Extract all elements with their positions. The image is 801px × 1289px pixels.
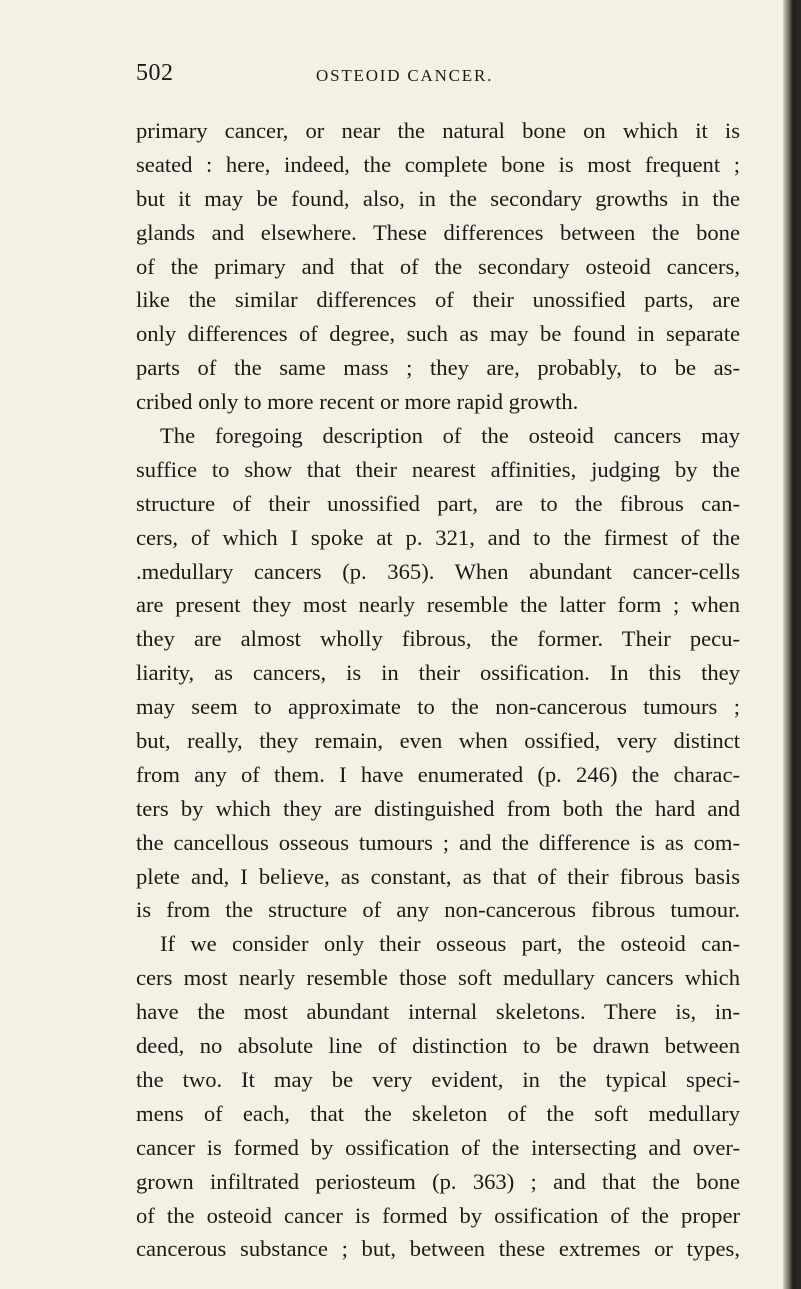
- page-number: 502: [136, 60, 174, 86]
- page-binding-edge: [783, 0, 801, 1289]
- text-line: of the primary and that of the secondary osteoid cancers,: [136, 253, 740, 279]
- text-line: grown infiltrated periosteum (p. 363) ; and that the bone: [136, 1168, 740, 1194]
- text-line: The foregoing description of the osteoid cancers may: [160, 423, 740, 449]
- text-line: of the osteoid cancer is formed by ossification of the proper: [136, 1202, 740, 1228]
- text-line: cribed only to more recent or more rapid growth.: [136, 389, 579, 415]
- text-line: structure of their unossified part, are to the fibrous can-: [136, 490, 740, 516]
- text-line: ters by which they are distinguished from both the hard and: [136, 795, 740, 821]
- text-line: the cancellous osseous tumours ; and the difference is as com-: [136, 829, 740, 855]
- text-line: primary cancer, or near the natural bone on which it is: [136, 118, 740, 143]
- text-line: glands and elsewhere. These differences between the bone: [136, 219, 740, 245]
- text-line: cers most nearly resemble those soft medullary cancers which: [136, 965, 740, 991]
- text-line: parts of the same mass ; they are, probably, to be as-: [136, 355, 740, 381]
- chapter-title: OSTEOID CANCER.: [316, 66, 494, 85]
- text-line: they are almost wholly fibrous, the former. Their pecu-: [136, 626, 740, 652]
- text-line: is from the structure of any non-cancerous fibrous tumour.: [136, 897, 740, 923]
- text-line: plete and, I believe, as constant, as that of their fibrous basis: [136, 863, 740, 889]
- text-line: deed, no absolute line of distinction to be drawn between: [136, 1033, 740, 1059]
- text-line: like the similar differences of their unossified parts, are: [136, 287, 740, 313]
- text-line: but, really, they remain, even when ossified, very distinct: [136, 728, 740, 754]
- text-line: only differences of degree, such as may be found in separate: [136, 321, 740, 347]
- text-line: may seem to approximate to the non-cancerous tumours ;: [136, 694, 740, 720]
- text-line: suffice to show that their nearest affinities, judging by the: [136, 456, 740, 482]
- running-head: [136, 60, 756, 90]
- body-text: [136, 114, 740, 1266]
- text-line: If we consider only their osseous part, the osteoid can-: [160, 931, 740, 957]
- text-line: cancer is formed by ossification of the intersecting and over-: [136, 1134, 740, 1160]
- text-line: seated : here, indeed, the complete bone is most frequent ;: [136, 151, 740, 177]
- text-line: .medullary cancers (p. 365). When abundant cancer-cells: [136, 558, 740, 584]
- text-line: cers, of which I spoke at p. 321, and to the firmest of the: [136, 524, 740, 550]
- text-line: mens of each, that the skeleton of the soft medullary: [136, 1100, 740, 1126]
- text-line: have the most abundant internal skeletons. There is, in-: [136, 999, 740, 1025]
- text-line: are present they most nearly resemble the latter form ; when: [136, 592, 740, 618]
- text-line: from any of them. I have enumerated (p. 246) the charac-: [136, 761, 740, 787]
- text-line: the two. It may be very evident, in the typical speci-: [136, 1066, 740, 1092]
- text-line: but it may be found, also, in the secondary growths in the: [136, 185, 740, 211]
- text-line: liarity, as cancers, is in their ossification. In this they: [136, 660, 740, 686]
- text-line: cancerous substance ; but, between these extremes or types,: [136, 1236, 740, 1262]
